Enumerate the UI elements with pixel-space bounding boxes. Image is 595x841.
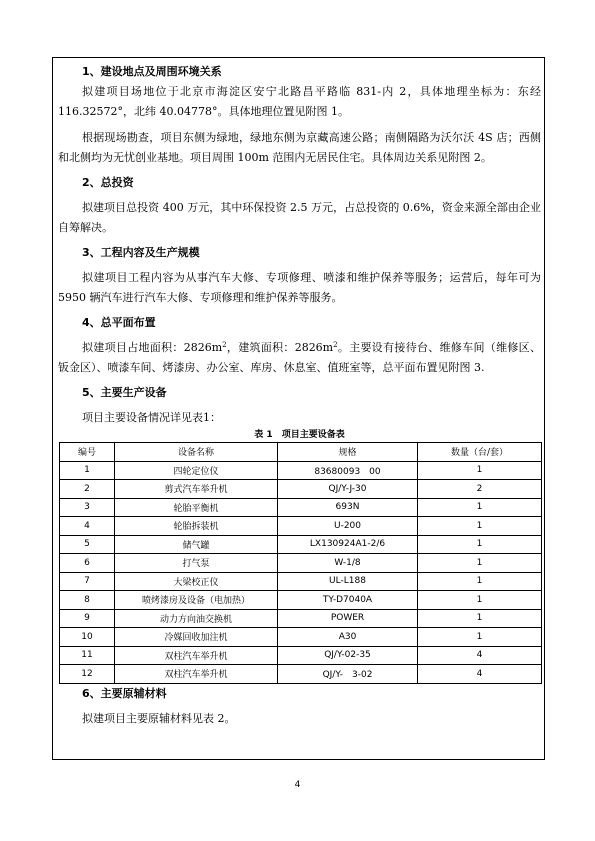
table-row — [60, 628, 542, 647]
cell-no: 5 — [60, 535, 115, 554]
cell-spec: POWER — [278, 609, 418, 628]
cell-no: 9 — [60, 609, 115, 628]
cell-qty: 2 — [418, 480, 542, 499]
table-row — [60, 535, 542, 554]
cell-name: 四轮定位仪 — [115, 461, 278, 480]
cell-no: 1 — [60, 461, 115, 480]
cell-name: 双柱汽车举升机 — [115, 665, 278, 684]
table-row — [60, 498, 542, 517]
cell-spec: QJ/Y-J-30 — [278, 480, 418, 499]
cell-no: 10 — [60, 628, 115, 647]
cell-no: 7 — [60, 572, 115, 591]
table-row — [60, 554, 542, 573]
paragraph-equipment-intro: 项目主要设备情况详见表1： — [82, 411, 221, 424]
cell-name: 动力方向油交换机 — [115, 609, 278, 628]
cell-no: 8 — [60, 591, 115, 610]
cell-name: 冷媒回收加注机 — [115, 628, 278, 647]
cell-spec: UL-L188 — [278, 572, 418, 591]
section-heading-materials: 6、主要原辅材料 — [82, 686, 167, 700]
cell-name: 打气泵 — [115, 554, 278, 573]
paragraph-layout: 拟建项目占地面积：$2826m^2$，建筑面积：$2826m^2$。主要设有接待台、维修车间（维修区、钣金区）、喷漆车间、烤漆房、办公室、库房、休息室、值班室等，总平面布置见附图 3. — [58, 341, 541, 374]
cell-spec: 83680093 00 — [278, 461, 418, 480]
header-cell-name: 设备名称 — [115, 443, 278, 462]
paragraph-investment: 拟建项目总投资 400 万元，其中环保投资 2.5 万元，占总投资的 0.6%，资金来源全部由企业自筹解决。 — [58, 201, 541, 234]
cell-spec: 693N — [278, 498, 418, 517]
cell-no: 11 — [60, 646, 115, 665]
section-heading-scope: 3、工程内容及生产规模 — [82, 246, 200, 259]
cell-no: 3 — [60, 498, 115, 517]
cell-qty: 4 — [418, 665, 542, 684]
cell-spec: U-200 — [278, 517, 418, 536]
cell-qty: 1 — [418, 554, 542, 573]
cell-name: 轮胎平衡机 — [115, 498, 278, 517]
cell-no: 2 — [60, 480, 115, 499]
table-row — [60, 517, 542, 536]
cell-name: 大梁校正仪 — [115, 572, 278, 591]
equipment-table — [59, 442, 542, 684]
section-heading-layout: 4、总平面布置 — [82, 316, 156, 329]
cell-spec: W-1/8 — [278, 554, 418, 573]
cell-qty: 1 — [418, 498, 542, 517]
cell-spec: LX130924A1-2/6 — [278, 535, 418, 554]
cell-name: 剪式汽车举升机 — [115, 480, 278, 499]
cell-spec: QJ/Y-02-35 — [278, 646, 418, 665]
cell-spec: TY-D7040A — [278, 591, 418, 610]
section-heading-location: 1、建设地点及周围环境关系 — [82, 65, 222, 78]
paragraph-materials: 拟建项目主要原辅材料见表 2。 — [82, 711, 236, 725]
page-content — [58, 62, 541, 729]
paragraph-surroundings: 根据现场勘查，项目东侧为绿地，绿地东侧为京藏高速公路；南侧隔路为沃尔沃 4S 店；西侧和北侧均为无忧创业基地。项目周围 100m 范围内无居民住宅。具体周边关系见附图 2。 — [58, 131, 541, 164]
page-number: 4 — [294, 780, 301, 790]
cell-name: 双柱汽车举升机 — [115, 646, 278, 665]
cell-name: 轮胎拆装机 — [115, 517, 278, 536]
cell-qty: 1 — [418, 591, 542, 610]
cell-spec: A30 — [278, 628, 418, 647]
table-row — [60, 461, 542, 480]
cell-qty: 1 — [418, 628, 542, 647]
table-row — [60, 480, 542, 499]
cell-name: 喷烤漆房及设备（电加热） — [115, 591, 278, 610]
table-row — [60, 572, 542, 591]
table-row — [60, 646, 542, 665]
cell-qty: 1 — [418, 517, 542, 536]
table-header-row — [60, 443, 542, 462]
cell-qty: 1 — [418, 572, 542, 591]
cell-spec: QJ/Y- 3-02 — [278, 665, 418, 684]
paragraph-location: 拟建项目场地位于北京市海淀区安宁北路昌平路临 831-内 2，具体地理坐标为：东经116.32572°，北纬 40.04778°。具体地理位置见附图 1。 — [58, 85, 541, 118]
cell-name: 储气罐 — [115, 535, 278, 554]
cell-qty: 1 — [418, 609, 542, 628]
table-row — [60, 609, 542, 628]
cell-no: 4 — [60, 517, 115, 536]
paragraph-scope: 拟建项目工程内容为从事汽车大修、专项修理、喷漆和维护保养等服务；运营后，每年可为 5950 辆汽车进行汽车大修、专项修理和维护保养等服务。 — [58, 271, 541, 304]
cell-no: 12 — [60, 665, 115, 684]
section-heading-investment: 2、总投资 — [82, 176, 134, 189]
header-cell-no: 编号 — [60, 443, 115, 462]
table-caption: 表 1 项目主要设备表 — [254, 430, 345, 440]
table-row — [60, 591, 542, 610]
content-frame — [52, 57, 545, 760]
header-cell-spec: 规格 — [278, 443, 418, 462]
table-row — [60, 665, 542, 684]
cell-qty: 1 — [418, 535, 542, 554]
cell-no: 6 — [60, 554, 115, 573]
cell-qty: 4 — [418, 646, 542, 665]
header-cell-qty: 数量（台/套） — [418, 443, 542, 462]
cell-qty: 1 — [418, 461, 542, 480]
section-heading-equipment: 5、主要生产设备 — [82, 386, 167, 399]
